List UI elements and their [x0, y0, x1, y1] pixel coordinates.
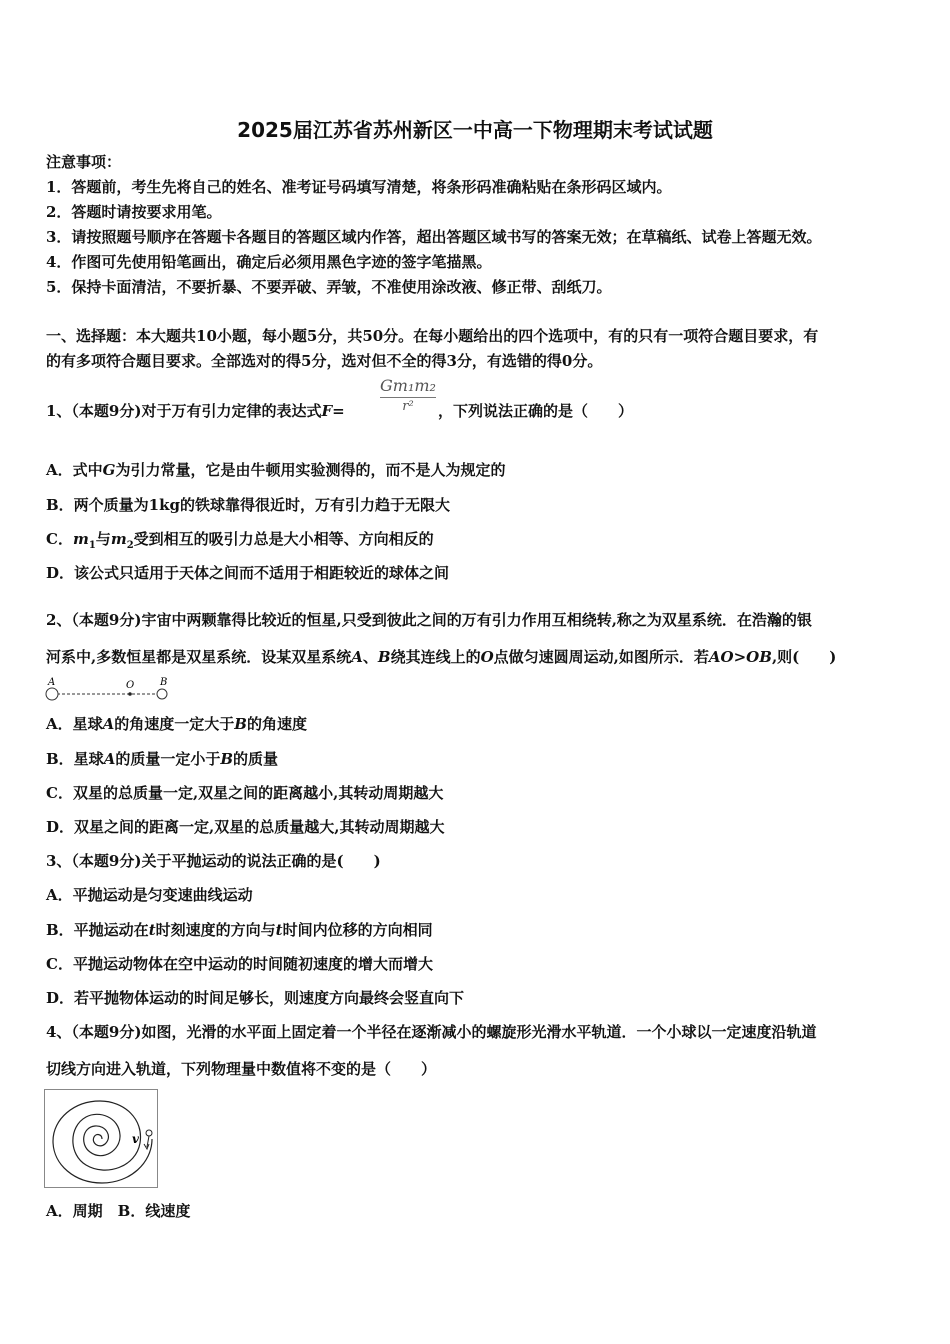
stem-text: 、	[362, 648, 378, 666]
gravity-formula-fraction	[380, 376, 436, 414]
option-text: 时间内位移的方向相同	[282, 921, 433, 939]
option-var: m	[110, 530, 127, 548]
option-text: 时刻速度的方向与	[155, 921, 276, 939]
q4-stem-line: 切线方向进入轨道，下列物理量中数值将不变的是（ ）	[46, 1060, 437, 1078]
q3-option-c: C．平抛运动物体在空中运动的时间随初速度的增大而增大	[46, 955, 433, 973]
label-a: A	[48, 677, 56, 688]
option-subscript: 2	[126, 540, 134, 551]
q1-option-b: B．两个质量为1kg的铁球靠得很近时，万有引力趋于无限大	[46, 496, 450, 514]
q2-option-d: D．双星之间的距离一定,双星的总质量越大,其转动周期越大	[46, 818, 445, 836]
stem-var: O	[480, 648, 494, 666]
option-text: 受到相互的吸引力总是大小相等、方向相反的	[133, 530, 434, 548]
notice-item: 2．答题时请按要求用笔。	[46, 203, 222, 221]
notice-item: 4．作图可先使用铅笔画出，确定后必须用黑色字迹的签字笔描黑。	[46, 253, 492, 271]
q3-option-b	[46, 920, 433, 940]
stem-text: 河系中,多数恒星都是双星系统．设某双星系统	[46, 648, 352, 666]
q1-prefix: 1、（本题9分)对于万有引力定律的表达式	[46, 402, 322, 420]
stem-text: 绕其连线上的	[390, 648, 481, 666]
formula-denominator: r²	[402, 399, 414, 414]
option-text: 的质量一定小于	[115, 750, 221, 768]
option-text: 的角速度	[246, 715, 307, 733]
q1-force-var: F=	[321, 402, 345, 420]
ball	[146, 1130, 152, 1136]
stem-condition: AO>OB	[708, 648, 772, 666]
option-var: B	[234, 715, 247, 733]
section-instructions-line: 一、选择题：本大题共10小题，每小题5分，共50分。在每小题给出的四个选项中，有的只有一项符合题目要求，有	[46, 327, 819, 345]
velocity-label: v	[132, 1132, 139, 1146]
option-text: B．星球	[46, 750, 104, 768]
option-text: 与	[95, 530, 111, 548]
option-text: 为引力常量，它是由牛顿用实验测得的，而不是人为规定的	[115, 461, 506, 479]
label-o: O	[126, 680, 135, 691]
q1-option-d: D．该公式只适用于天体之间而不适用于相距较近的球体之间	[46, 564, 450, 582]
q2-option-a	[46, 714, 307, 734]
star-a	[46, 688, 58, 700]
q1-option-a	[46, 460, 505, 480]
q4-stem-line: 4、（本题9分)如图，光滑的水平面上固定着一个半径在逐渐减小的螺旋形光滑水平轨道．一个小球以一定速度沿轨道	[46, 1023, 817, 1041]
option-var: t	[148, 921, 156, 939]
notice-item: 3．请按照题号顺序在答题卡各题目的答题区域内作答，超出答题区域书写的答案无效；在草稿纸、试卷上答题无效。	[46, 228, 822, 246]
q3-stem: 3、（本题9分)关于平抛运动的说法正确的是( )	[46, 852, 381, 870]
q1-option-c	[46, 529, 434, 556]
option-var: A	[103, 750, 116, 768]
stem-text: ,则( )	[771, 648, 837, 666]
q2-stem-line: 2、（本题9分)宇宙中两颗靠得比较近的恒星,只受到彼此之间的万有引力作用互相绕转,称之为双星系统．在浩瀚的银	[46, 611, 812, 629]
option-text: 的角速度一定大于	[114, 715, 235, 733]
option-var: t	[275, 921, 283, 939]
label-b: B	[160, 677, 168, 688]
option-var: B	[220, 750, 234, 768]
notice-item: 1．答题前，考生先将自己的姓名、准考证号码填写清楚，将条形码准确粘贴在条形码区域内。	[46, 178, 672, 196]
binary-star-diagram	[40, 676, 180, 704]
option-text: 式中	[72, 461, 103, 479]
q3-option-d: D．若平抛物体运动的时间足够长，则速度方向最终会竖直向下	[46, 989, 465, 1007]
center-point-o	[128, 692, 132, 696]
option-label: A．	[46, 461, 73, 479]
spiral-track-diagram	[44, 1089, 160, 1189]
option-var: G	[102, 461, 116, 479]
section-instructions-line: 的有多项符合题目要求。全部选对的得5分，选对但不全的得3分，有选错的得0分。	[46, 352, 603, 370]
option-text: A．星球	[46, 715, 103, 733]
option-subscript: 1	[88, 540, 96, 551]
option-label: C．	[46, 530, 73, 548]
stem-text: 点做匀速圆周运动,如图所示．若	[493, 648, 709, 666]
stem-var: A	[351, 648, 363, 666]
page-title: 2025届江苏省苏州新区一中高一下物理期末考试试题	[237, 118, 713, 142]
option-text: 的质量	[233, 750, 279, 768]
q1-stem	[46, 401, 345, 421]
star-b	[157, 689, 167, 699]
q2-stem-line	[46, 647, 836, 667]
formula-numerator: Gm₁m₂	[380, 376, 436, 398]
stem-var: B	[377, 648, 391, 666]
option-var: m	[72, 530, 89, 548]
notice-heading: 注意事项：	[46, 153, 122, 171]
q3-option-a: A．平抛运动是匀变速曲线运动	[46, 886, 253, 904]
q2-option-c: C．双星的总质量一定,双星之间的距离越小,其转动周期越大	[46, 784, 444, 802]
q2-option-b	[46, 749, 278, 769]
notice-item: 5．保持卡面清洁，不要折暴、不要弄破、弄皱，不准使用涂改液、修正带、刮纸刀。	[46, 278, 612, 296]
option-var: A	[102, 715, 115, 733]
q4-options: A．周期 B．线速度	[46, 1202, 191, 1220]
q1-suffix: ，下列说法正确的是（ ）	[438, 402, 634, 420]
option-text: B．平抛运动在	[46, 921, 149, 939]
